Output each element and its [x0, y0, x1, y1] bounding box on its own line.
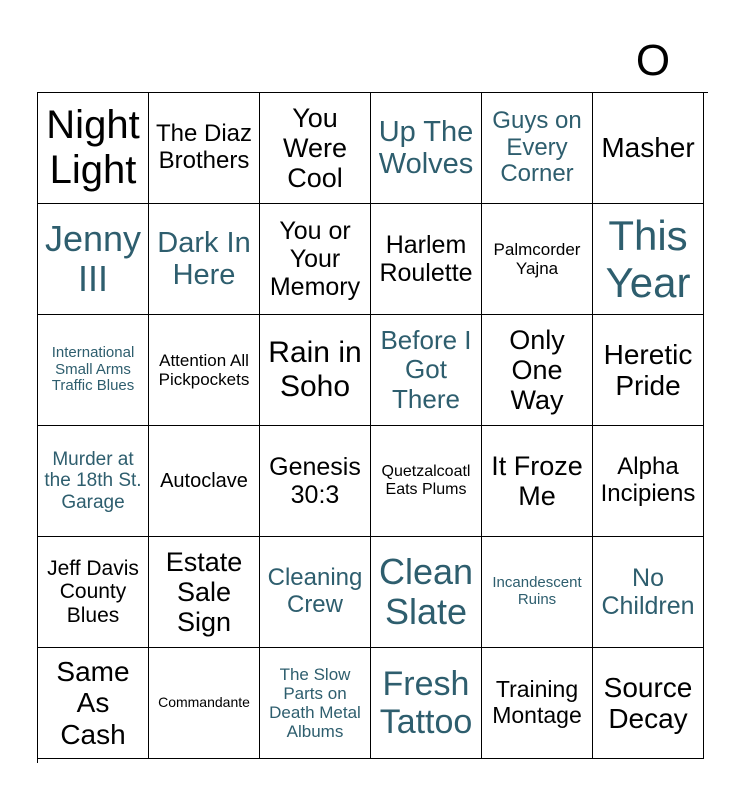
- bingo-cell[interactable]: [371, 93, 482, 204]
- cell-label: The Slow Parts on Death Metal Albums: [269, 664, 361, 742]
- cell-label: Guys on Every Corner: [492, 106, 582, 188]
- cell-label: Dark In Here: [157, 226, 251, 291]
- bingo-cell[interactable]: [482, 93, 593, 204]
- bingo-cell[interactable]: [371, 537, 482, 648]
- cell-label: Fresh Tattoo: [379, 664, 473, 741]
- cell-label: Quetzalcoatl Eats Plums: [381, 463, 471, 498]
- cell-label: The Diaz Brothers: [155, 120, 253, 174]
- bingo-cell[interactable]: [260, 648, 371, 759]
- header-letter-4: [373, 30, 485, 92]
- bingo-cell[interactable]: [38, 315, 149, 426]
- bingo-cell[interactable]: [593, 204, 704, 315]
- bingo-cell[interactable]: [149, 426, 260, 537]
- cell-label: Alpha Incipiens: [600, 453, 696, 507]
- cell-label: Autoclave: [160, 469, 248, 492]
- cell-label: Harlem Roulette: [379, 231, 473, 287]
- bingo-cell[interactable]: [149, 204, 260, 315]
- bingo-cell[interactable]: [371, 315, 482, 426]
- cell-label: Genesis 30:3: [269, 453, 361, 509]
- header-letter-6: O: [635, 36, 671, 85]
- bingo-cell[interactable]: [260, 93, 371, 204]
- cell-label: Only One Way: [509, 324, 565, 416]
- bingo-cell[interactable]: [149, 315, 260, 426]
- cell-label: Clean Slate: [378, 550, 474, 632]
- bingo-cell[interactable]: [38, 204, 149, 315]
- bingo-cell[interactable]: [38, 648, 149, 759]
- cell-label: Jenny III: [44, 217, 142, 299]
- cell-label: You or Your Memory: [269, 217, 361, 301]
- cell-label: Up The Wolves: [378, 115, 474, 180]
- cell-label: Estate Sale Sign: [165, 546, 243, 638]
- bingo-cell[interactable]: [593, 315, 704, 426]
- bingo-cell[interactable]: [38, 537, 149, 648]
- cell-label: Masher: [601, 132, 695, 164]
- cell-label: Source Decay: [603, 671, 693, 734]
- cell-label: It Froze Me: [491, 450, 583, 511]
- cell-label: This Year: [605, 211, 691, 306]
- cell-label: Training Montage: [492, 676, 582, 728]
- bingo-cell[interactable]: [260, 426, 371, 537]
- bingo-cell[interactable]: [593, 648, 704, 759]
- bingo-cell[interactable]: [371, 426, 482, 537]
- bingo-cell[interactable]: [482, 315, 593, 426]
- bingo-cell[interactable]: [593, 426, 704, 537]
- cell-label: Incandescent Ruins: [492, 574, 582, 608]
- cell-label: Palmcorder Yajna: [493, 239, 581, 278]
- cell-label: Before I Got There: [380, 325, 472, 414]
- cell-label: International Small Arms Traffic Blues: [51, 343, 135, 395]
- bingo-cell[interactable]: [38, 426, 149, 537]
- cell-label: Murder at the 18th St. Garage: [44, 449, 142, 513]
- bingo-cell[interactable]: [260, 204, 371, 315]
- bingo-cell[interactable]: [482, 204, 593, 315]
- bingo-cell[interactable]: [38, 93, 149, 204]
- cell-label: Attention All Pickpockets: [158, 350, 250, 389]
- header-letter-5: [485, 30, 597, 92]
- bingo-cell[interactable]: [371, 648, 482, 759]
- cell-label: Jeff Davis County Blues: [47, 556, 139, 627]
- bingo-cell[interactable]: [149, 648, 260, 759]
- cell-label: Heretic Pride: [603, 338, 693, 401]
- bingo-header: [37, 30, 709, 92]
- bingo-cell[interactable]: [482, 537, 593, 648]
- cell-label: You Were Cool: [282, 102, 348, 194]
- bingo-cell[interactable]: [260, 537, 371, 648]
- bingo-cell[interactable]: [593, 93, 704, 204]
- bingo-cell[interactable]: [482, 648, 593, 759]
- cell-label: Commandante: [158, 694, 250, 711]
- cell-label: Cleaning Crew: [267, 564, 363, 618]
- header-letter-2: [149, 30, 261, 92]
- bingo-cell[interactable]: [371, 204, 482, 315]
- bingo-cell[interactable]: [149, 93, 260, 204]
- bingo-board: [37, 92, 708, 763]
- header-letter-3: [261, 30, 373, 92]
- bingo-cell[interactable]: [593, 537, 704, 648]
- bingo-cell[interactable]: [260, 315, 371, 426]
- cell-label: Same As Cash: [56, 655, 130, 750]
- cell-label: No Children: [601, 564, 695, 620]
- cell-label: Rain in Soho: [268, 336, 362, 403]
- header-letter-1: [37, 30, 149, 92]
- bingo-cell[interactable]: [149, 537, 260, 648]
- bingo-cell[interactable]: [482, 426, 593, 537]
- cell-label: Night Light: [46, 103, 140, 192]
